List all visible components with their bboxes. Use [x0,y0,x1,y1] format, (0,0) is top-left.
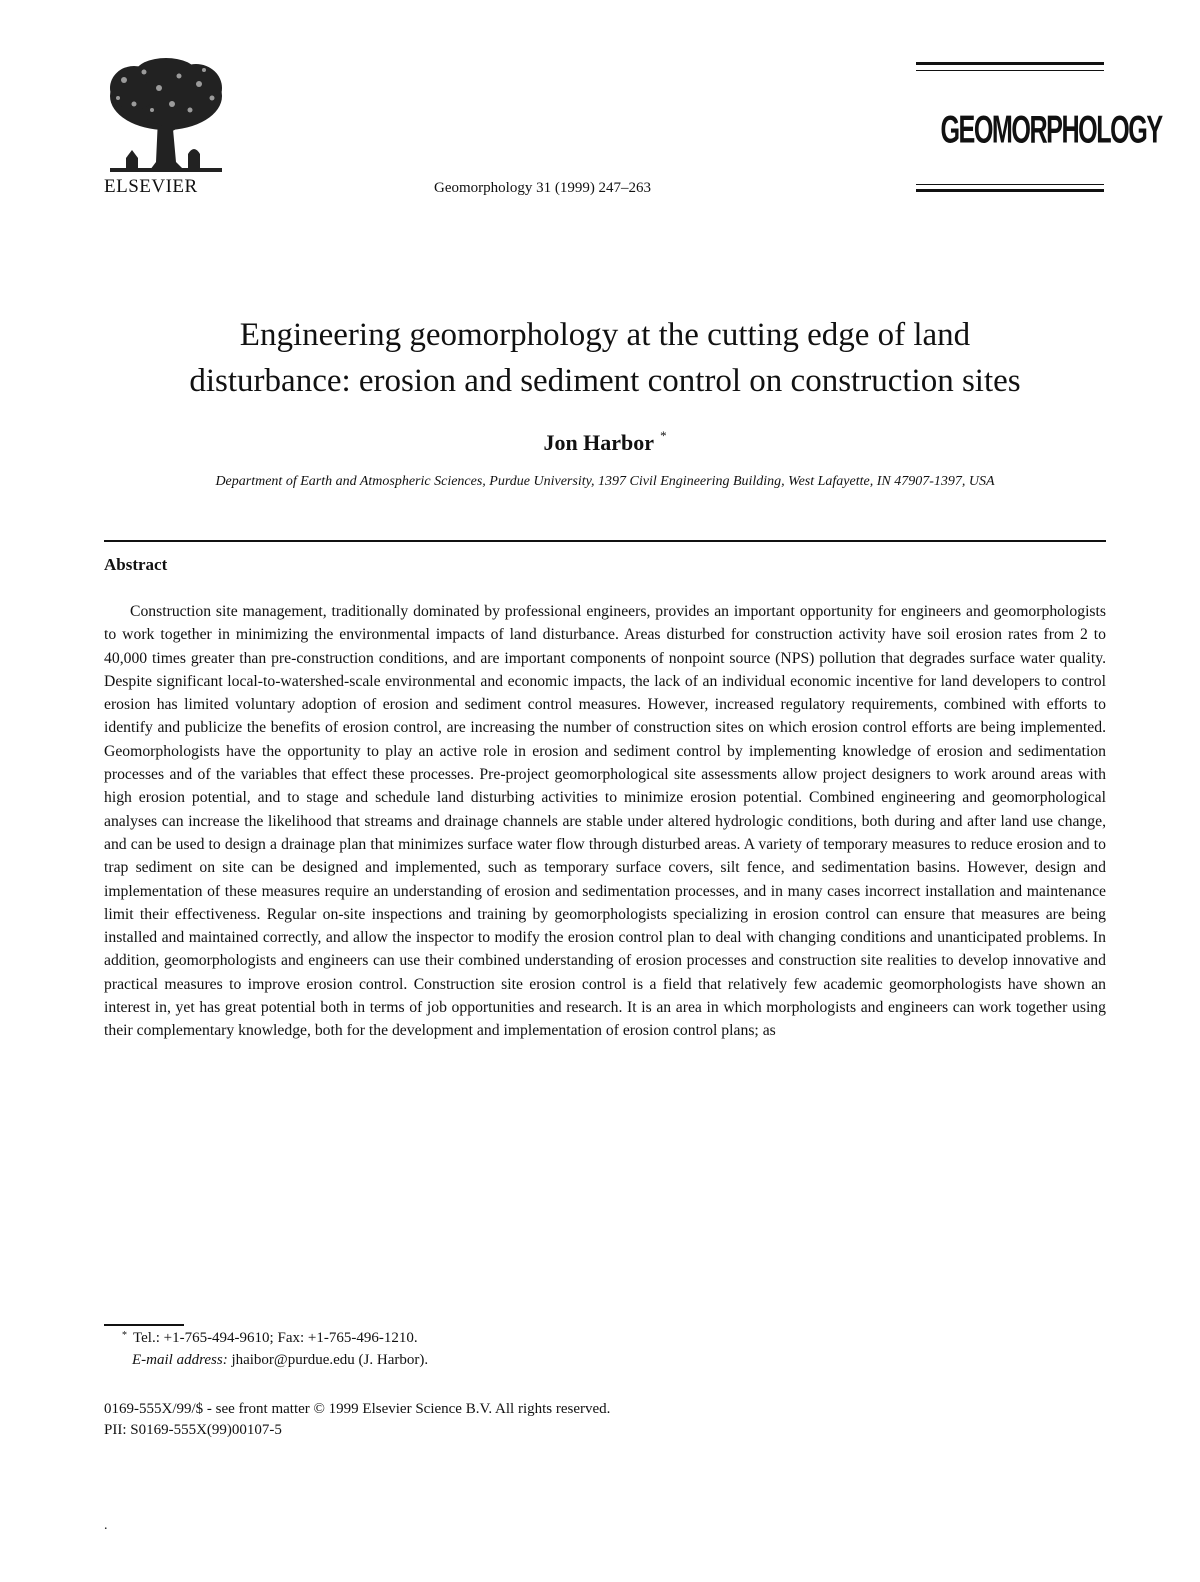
author-footnote-mark: * [660,428,667,443]
author-name: Jon Harbor [543,430,655,455]
title-line-2: disturbance: erosion and sediment control on construction sites [189,363,1021,399]
journal-name: GEOMORPHOLOGY [940,108,1162,152]
footnote-contact [122,1330,418,1347]
author-line [100,430,1110,456]
masthead-rule-bottom-thin [916,184,1104,185]
tree-icon [104,58,228,178]
footnote-rule [104,1324,184,1326]
masthead-rule-top-thin [916,70,1104,71]
section-divider [104,540,1106,542]
page-mark: . [104,1518,108,1533]
author-affiliation: Department of Earth and Atmospheric Sciences, Purdue University, 1397 Civil Engineering Building, West Lafayette, IN 47907-1397, USA [215,474,995,489]
publisher-name: ELSEVIER [104,176,198,197]
email-address: jhaibor@purdue.edu (J. Harbor). [231,1352,429,1368]
footnote-email [132,1352,428,1369]
copyright-notice: 0169-555X/99/$ - see front matter © 1999 Elsevier Science B.V. All rights reserved. [104,1401,611,1417]
abstract-heading: Abstract [104,555,168,574]
masthead-rule-top-thick [916,62,1104,65]
journal-citation: Geomorphology 31 (1999) 247–263 [434,180,652,196]
footnote-mark: * [122,1330,127,1341]
title-line-1: Engineering geomorphology at the cutting edge of land [239,317,971,353]
abstract-text: Construction site management, traditionally dominated by professional engineers, provides an important opportunity for engineers and geomorphologists to work together in minimizing the environmental impacts of land disturbance. Areas disturbed for construction activity have soil erosion rates from 2 to 40,000 times greater than pre-construction conditions, and are important components of nonpoint source (NPS) pollution that degrades surface water quality. Despite significant local-to-watershed-scale environmental and economic impacts, the lack of an individual economic incentive for land developers to control erosion has limited voluntary adoption of erosion and sediment control measures. However, increased regulatory requirements, combined with efforts to identify and publicize the benefits of erosion control, are increasing the number of construction sites on which erosion control efforts are being implemented. Geomorphologists have the opportunity to play an active role in erosion and sediment control by implementing knowledge of erosion and sedimentation processes and of the variables that effect these processes. Pre-project geomorphological site assessments allow project designers to work around areas with high erosion potential, and to stage and schedule land disturbing activities to minimize erosion potential. Combined engineering and geomorphological analyses can increase the likelihood that streams and drainage channels are stable under altered hydrologic conditions, both during and after land use change, and can be used to design a drainage plan that minimizes surface water flow through disturbed areas. A variety of temporary measures to reduce erosion and to trap sediment on site can be designed and implemented, such as temporary surface covers, silt fence, and sedimentation basins. However, design and implementation of these measures require an understanding of erosion and sedimentation processes, and in many cases incorrect installation and maintenance limit their effectiveness. Regular on-site inspections and training by geomorphologists specializing in erosion control can ensure that measures are being installed and maintained correctly, and allow the inspector to modify the erosion control plan to deal with changing conditions and unanticipated problems. In addition, geomorphologists and engineers can use their combined understanding of erosion processes and construction site realities to develop innovative and practical measures to improve erosion control. Construction site erosion control is a field that relatively few academic geomorphologists have shown an interest in, yet has great potential both in terms of job opportunities and research. It is an area in which morphologists and engineers can work together using their complementary knowledge, both for the development and implementation of erosion control plans; as [104,603,1106,1040]
pii-identifier: PII: S0169-555X(99)00107-5 [104,1422,282,1438]
footnote-phone: Tel.: +1-765-494-9610; Fax: +1-765-496-1210. [133,1330,418,1346]
journal-masthead [916,62,1162,194]
article-title [100,312,1110,404]
email-label: E-mail address: [132,1352,228,1368]
masthead-rule-bottom-thick [916,189,1104,192]
